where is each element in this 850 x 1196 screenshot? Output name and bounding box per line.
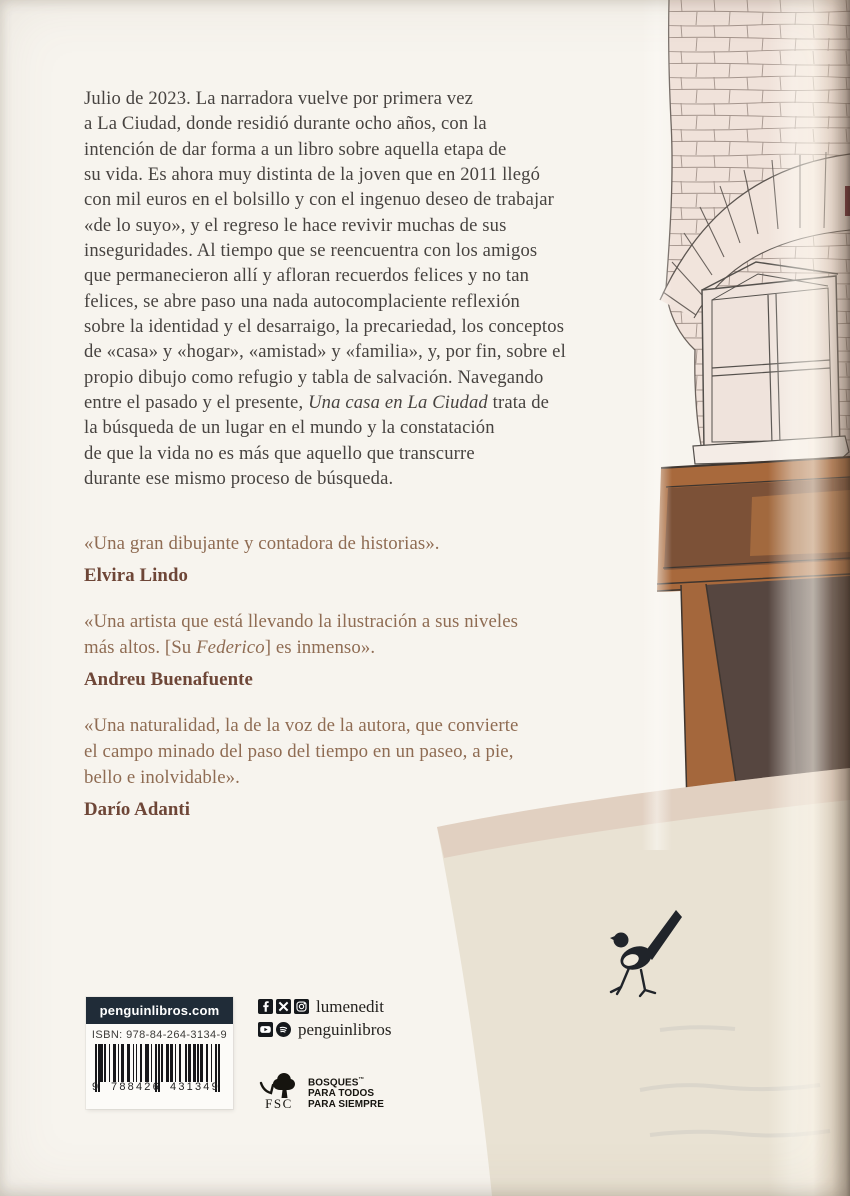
quote-2-pre: más altos. [Su: [84, 637, 197, 658]
social-icons-row2: [258, 1022, 291, 1037]
quote-3-author: Darío Adanti: [84, 799, 191, 820]
ean-barcode: [93, 1044, 226, 1104]
synopsis-line: inseguridades. Al tiempo que se reencuentra con los amigos: [84, 240, 538, 262]
quote-3-line-3: bello e inolvidable».: [84, 767, 240, 788]
quote-2-post: ] es inmenso».: [264, 637, 376, 658]
paned-window: [702, 262, 840, 452]
quote-2-line-2: [84, 635, 624, 661]
book-title-italic: Una casa en La Ciudad: [308, 392, 488, 414]
magpie-bird: [610, 910, 682, 996]
synopsis-line: de que la vida no es más que aquello que transcurre: [84, 442, 475, 464]
spotify-icon: [276, 1022, 291, 1037]
orange-pillar: [681, 584, 744, 840]
social-row-lumen: [258, 995, 392, 1018]
synopsis-line: a La Ciudad, donde residió durante ocho años, con la: [84, 113, 487, 135]
instagram-icon: [294, 999, 309, 1014]
social-row-penguin: [258, 1018, 392, 1041]
publisher-website: penguinlibros.com: [86, 997, 233, 1024]
wall-edge-line: [666, 0, 704, 460]
red-edge-mark: [845, 186, 850, 216]
spine-fold-shadow: [768, 0, 850, 1196]
quote-2: [84, 609, 624, 661]
fsc-tree-icon: [258, 1060, 300, 1100]
synopsis-line: con mil euros en el bolsillo y con el ingenuo deseo de trabajar: [84, 189, 555, 211]
fsc-line-3: PARA SIEMPRE: [308, 1098, 384, 1110]
fsc-line-1: BOSQUES: [308, 1076, 359, 1088]
social-icons-row1: [258, 999, 309, 1014]
youtube-icon: [258, 1022, 273, 1037]
quote-3-line-1: «Una naturalidad, la de la voz de la autora, que convierte: [84, 715, 519, 736]
synopsis-line: felices, se abre paso una nada autocomplaciente reflexión: [84, 290, 521, 312]
penguin-handle: penguinlibros: [298, 1019, 392, 1039]
x-icon: [276, 999, 291, 1014]
quote-1-author: Elvira Lindo: [84, 565, 189, 586]
quote-2-line-1: «Una artista que está llevando la ilustración a sus niveles: [84, 611, 519, 632]
synopsis-line: intención de dar forma a un libro sobre aquella etapa de: [84, 138, 507, 160]
quote-3-line-2: el campo minado del paso del tiempo en un paseo, a pie,: [84, 741, 514, 762]
synopsis-line: propio dibujo como refugio y tabla de salvación. Navegando: [84, 366, 544, 388]
fsc-tagline: [308, 1075, 384, 1111]
window-sill: [693, 436, 849, 464]
synopsis-line: la búsqueda de un lugar en el mundo y la constatación: [84, 417, 495, 439]
press-quotes: [84, 531, 624, 843]
brick-wall: [666, 0, 850, 460]
quote-3: [84, 713, 624, 791]
fsc-label: FSC: [265, 1096, 293, 1111]
synopsis-line: Julio de 2023. La narradora vuelve por primera vez: [84, 88, 474, 109]
storefront-awning: [657, 456, 850, 592]
synopsis-line: su vida. Es ahora muy distinta de la joven que en 2011 llegó: [84, 164, 541, 186]
fsc-tm: ™: [358, 1076, 365, 1083]
synopsis-line: durante ese mismo proceso de búsqueda.: [84, 468, 394, 490]
synopsis-paragraph: [84, 86, 629, 492]
quote-1: [84, 531, 624, 557]
shop-base-stone: [686, 838, 752, 912]
quote-2-italic-title: Federico: [196, 637, 265, 658]
social-handles: [258, 995, 392, 1041]
barcode-digits-right: 431349: [170, 1081, 220, 1093]
synopsis-line: de «casa» y «hogar», «amistad» y «familia», y, por fin, sobre el: [84, 341, 566, 363]
lumen-handle: lumenedit: [316, 996, 384, 1016]
stone-arch: [660, 152, 850, 318]
facebook-icon: [258, 999, 273, 1014]
quote-2-author: Andreu Buenafuente: [84, 669, 253, 690]
synopsis-line-with-title: [84, 390, 629, 415]
barcode-digit-first: 9: [92, 1081, 99, 1093]
cover-hinge-crease: [642, 0, 672, 850]
isbn-number: ISBN: 978-84-264-3134-9: [91, 1029, 228, 1041]
synopsis-line: que permanecieron allí y afloran recuerdos felices y no tan: [84, 265, 530, 287]
barcode-digits-left: 788426: [111, 1081, 161, 1093]
synopsis-line: «de lo suyo», y el regreso le hace revivir muchas de sus: [84, 214, 507, 236]
quote-1-text: «Una gran dibujante y contadora de historias».: [84, 533, 440, 554]
title-line-post: trata de: [487, 392, 550, 414]
synopsis-line: sobre la identidad y el desarraigo, la precariedad, los conceptos: [84, 316, 565, 338]
title-line-pre: entre el pasado y el presente,: [84, 392, 309, 414]
isbn-barcode-box: [86, 997, 233, 1109]
fsc-logo: [258, 1060, 300, 1112]
fsc-certification: [258, 1060, 388, 1112]
dark-shop-panel: [681, 576, 850, 968]
fsc-line-2: PARA TODOS: [308, 1087, 375, 1099]
